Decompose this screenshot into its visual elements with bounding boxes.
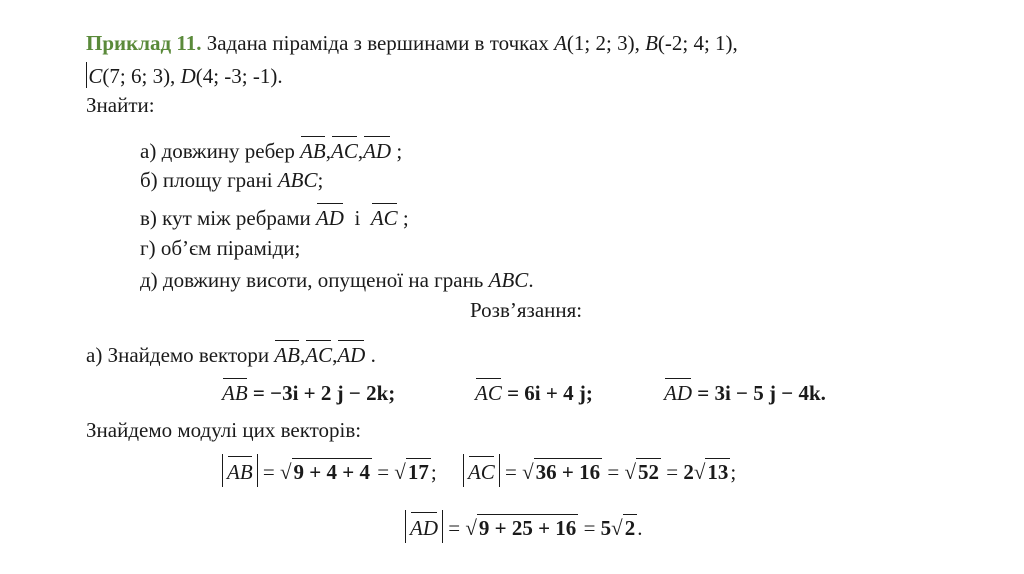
task-b — [140, 168, 323, 192]
problem-statement: Задана піраміда з вершинами в точках — [206, 31, 549, 55]
vector-ad-3: AD — [337, 340, 365, 367]
coef-ac: 2 — [683, 460, 694, 484]
point-d: D — [180, 64, 196, 88]
abs-ad — [405, 510, 443, 543]
coord-b: (-2; 4; 1), — [657, 31, 738, 55]
equation-ac-rhs: = 6i + 4 j; — [507, 381, 593, 405]
abs-ac — [463, 454, 500, 487]
face-abc: ABC — [277, 168, 318, 192]
point-c: C — [88, 64, 103, 88]
sqrt-ab-expr: 9 + 4 + 4 — [293, 460, 370, 484]
sqrt-ab-res: 17 — [407, 460, 429, 484]
vector-ac-3: AC — [305, 340, 332, 367]
equation-ac — [475, 378, 593, 405]
point-b: B — [645, 31, 658, 55]
vector-ab-4: AB — [222, 378, 248, 405]
vector-ad-2: AD — [316, 203, 344, 230]
vector-ac-2: AC — [371, 203, 398, 230]
solution-a-text: а) Знайдемо вектори — [86, 343, 270, 367]
vector-ac-5: AC — [468, 456, 495, 485]
coord-a: (1; 2; 3), — [566, 31, 640, 55]
sqrt-ad-expr: 9 + 25 + 16 — [478, 516, 577, 540]
vector-ad-4: AD — [664, 378, 692, 405]
sqrt-ac-expr: 36 + 16 — [535, 460, 601, 484]
example-title: Приклад 11. — [86, 31, 202, 55]
task-e-end: . — [528, 268, 534, 292]
sqrt-ac-res2: 13 — [707, 460, 729, 484]
coord-d: (4; -3; -1). — [195, 64, 283, 88]
sqrt-ac-res1: 52 — [638, 460, 659, 484]
vector-ad-5: AD — [410, 512, 438, 541]
equation-ad-rhs: = 3i − 5 j − 4k. — [697, 381, 826, 405]
task-e-text: д) довжину висоти, опущеної на грань — [140, 268, 484, 292]
modules-line-2: AD = √9 + 25 + 16 = 5√2. — [405, 510, 642, 543]
coef-ad: 5 — [600, 516, 612, 540]
vector-ac: AC — [331, 136, 358, 163]
equation-ab-rhs: = −3i + 2 j − 2k; — [252, 381, 396, 405]
task-c: в) кут між ребрами AD і AC ; — [140, 203, 409, 230]
point-a: A — [554, 31, 567, 55]
solution-a: а) Знайдемо вектори AB,AC,AD . — [86, 340, 376, 367]
vector-ab-5: AB — [227, 456, 253, 485]
task-e — [140, 268, 534, 292]
vector-ab: AB — [300, 136, 326, 163]
find-label: Знайти: — [86, 93, 155, 117]
modules-line-1: AB = √9 + 4 + 4 = √17; AC = √36 + 16 = √52 = 2√13; — [222, 454, 736, 487]
task-d: г) об’єм піраміди; — [140, 236, 301, 260]
equation-ad — [664, 378, 826, 405]
face-abc-2: ABC — [488, 268, 529, 292]
vector-ab-3: AB — [274, 340, 300, 367]
problem-line-1 — [86, 31, 738, 55]
coord-c: (7; 6; 3), — [102, 64, 176, 88]
vector-ad: AD — [363, 136, 391, 163]
task-b-text: б) площу грані — [140, 168, 273, 192]
task-b-end: ; — [317, 168, 324, 192]
abs-ab — [222, 454, 258, 487]
task-a-text: а) довжину ребер — [140, 139, 295, 163]
problem-line-2 — [86, 62, 283, 88]
solution-heading: Розв’язання: — [470, 298, 583, 322]
task-c-text: в) кут між ребрами — [140, 206, 311, 230]
equation-ab — [222, 378, 395, 405]
modules-text: Знайдемо модулі цих векторів: — [86, 418, 362, 442]
vector-ac-4: AC — [475, 378, 502, 405]
task-a: а) довжину ребер AB,AC,AD ; — [140, 136, 402, 163]
sqrt-ad-res: 2 — [624, 516, 636, 540]
task-c-and: і — [354, 206, 361, 230]
